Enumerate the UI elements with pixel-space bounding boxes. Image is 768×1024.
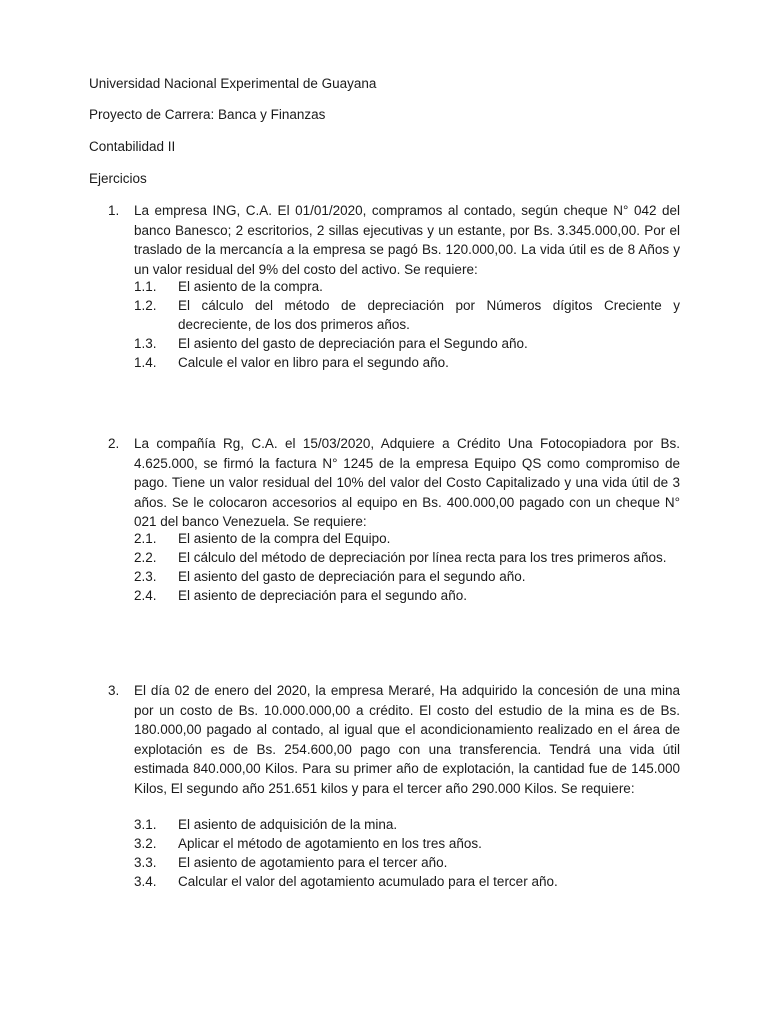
list-item (134, 853, 680, 872)
list-item (134, 586, 680, 605)
exercise-text: El día 02 de enero del 2020, la empresa Meraré, Ha adquirido la concesión de una mina por un costo de Bs. 10.000.000,00 a crédito. El costo del estudio de la mina es de Bs. 180.000,00 pagado al contado, al igual que el acondicionamiento realizado en el área de explotación es de Bs. 254.600,00 pago con una transferencia. Tendrá una vida útil estimada 840.000,00 Kilos. Para su primer año de explotación, la cantidad fue de 145.000 Kilos, El segundo año 251.651 kilos y para el tercer año 290.000 Kilos. Se requiere: (134, 683, 680, 796)
item-text: El asiento de agotamiento para el tercer año. (178, 855, 448, 870)
exercise-text: La empresa ING, C.A. El 01/01/2020, compramos al contado, según cheque N° 042 del banco Banesco; 2 escritorios, 2 sillas ejecutivas y un estante, por Bs. 3.345.000,00. Por el traslado de la mercancía a la empresa se pagó Bs. 120.000,00. La vida útil es de 8 Años y un valor residual del 9% del costo del activo. Se requiere: (134, 203, 680, 277)
list-item (134, 334, 680, 353)
item-number: 2.3. (134, 569, 157, 584)
exercise-2-items (134, 529, 680, 605)
list-item (134, 277, 680, 296)
list-item (134, 834, 680, 853)
list-item (134, 529, 680, 548)
university-name: Universidad Nacional Experimental de Guayana (89, 76, 377, 91)
course-name: Contabilidad II (89, 139, 176, 154)
item-text: El asiento de depreciación para el segundo año. (178, 588, 467, 603)
project-name: Proyecto de Carrera: Banca y Finanzas (89, 107, 326, 122)
list-item (134, 567, 680, 586)
exercise-1-items (134, 277, 680, 372)
item-text: Calcular el valor del agotamiento acumulado para el tercer año. (178, 874, 558, 889)
item-text: El asiento del gasto de depreciación para el Segundo año. (178, 336, 528, 351)
item-number: 2.4. (134, 588, 157, 603)
item-text: El asiento de la compra del Equipo. (178, 531, 391, 546)
item-number: 3.1. (134, 817, 157, 832)
exercise-number: 1. (108, 203, 120, 218)
item-number: 1.4. (134, 355, 157, 370)
list-item (134, 548, 680, 567)
item-number: 3.2. (134, 836, 157, 851)
list-item (134, 872, 680, 891)
list-item (134, 296, 680, 334)
list-item (134, 815, 680, 834)
item-text: El asiento de la compra. (178, 279, 323, 294)
section-title: Ejercicios (89, 171, 147, 186)
item-text: El asiento de adquisición de la mina. (178, 817, 398, 832)
item-number: 3.3. (134, 855, 157, 870)
item-text: Aplicar el método de agotamiento en los tres años. (178, 836, 482, 851)
item-number: 1.1. (134, 279, 157, 294)
exercise-text: La compañía Rg, C.A. el 15/03/2020, Adquiere a Crédito Una Fotocopiadora por Bs. 4.625.000, se firmó la factura N° 1245 de la empresa Equipo QS como compromiso de pago. Tiene un valor residual del 10% del valor del Costo Capitalizado y una vida útil de 3 años. Se le colocaron accesorios al equipo en Bs. 400.000,00 pagado con un cheque N° 021 del banco Venezuela. Se requiere: (134, 436, 680, 529)
exercise-number: 3. (108, 683, 120, 698)
item-text: El cálculo del método de depreciación por Números dígitos Creciente y decreciente, de los dos primeros años. (178, 298, 680, 332)
item-number: 1.2. (134, 298, 157, 313)
item-text: Calcule el valor en libro para el segundo año. (178, 355, 449, 370)
item-number: 3.4. (134, 874, 157, 889)
item-number: 1.3. (134, 336, 157, 351)
item-text: El cálculo del método de depreciación por línea recta para los tres primeros años. (178, 550, 667, 565)
item-number: 2.1. (134, 531, 157, 546)
exercise-number: 2. (108, 436, 120, 451)
list-item (134, 353, 680, 372)
item-number: 2.2. (134, 550, 157, 565)
item-text: El asiento del gasto de depreciación para el segundo año. (178, 569, 526, 584)
exercise-3-items (134, 815, 680, 891)
